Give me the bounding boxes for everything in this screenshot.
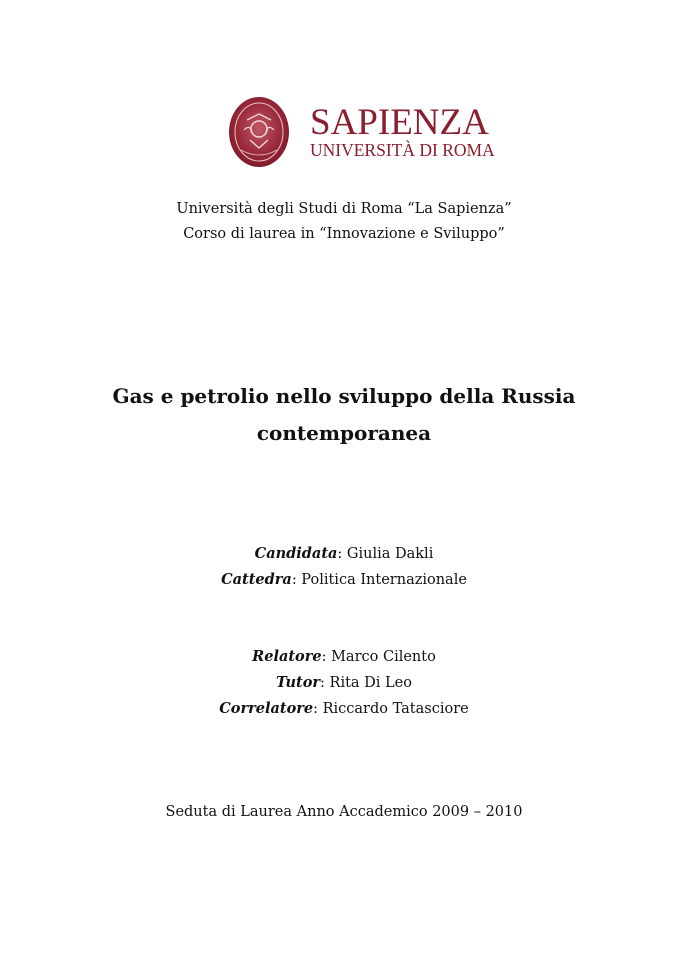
tutor-value: : Rita Di Leo [320,675,412,691]
brand-subtitle: UNIVERSITÀ DI ROMA [310,140,495,160]
sapienza-logo [228,96,495,172]
chair-value: : Politica Internazionale [291,572,467,588]
university-seal-icon [228,96,290,168]
co-advisor-label: Correlatore [219,700,314,717]
co-advisor-line [0,702,688,717]
degree-course: Corso di laurea in “Innovazione e Sviluppo” [183,226,505,242]
tutor-label: Tutor [276,674,321,691]
tutor-line [0,676,688,691]
university-name: Università degli Studi di Roma “La Sapienza” [176,201,512,217]
advisor-line [0,650,688,665]
advisor-label: Relatore [252,648,322,665]
candidate-label: Candidata [254,545,338,562]
candidate-line [0,547,688,562]
thesis-title-line2: contemporanea [256,421,432,445]
chair-label: Cattedra [221,571,292,588]
thesis-title-line1: Gas e petrolio nello sviluppo della Russia [112,384,576,408]
brand-name: SAPIENZA [310,102,489,143]
candidate-value: : Giulia Dakli [337,546,434,562]
graduation-session: Seduta di Laurea Anno Accademico 2009 – 2010 [165,804,523,820]
chair-line [0,573,688,588]
advisor-value: : Marco Cilento [321,649,436,665]
co-advisor-value: : Riccardo Tatasciore [313,701,469,717]
